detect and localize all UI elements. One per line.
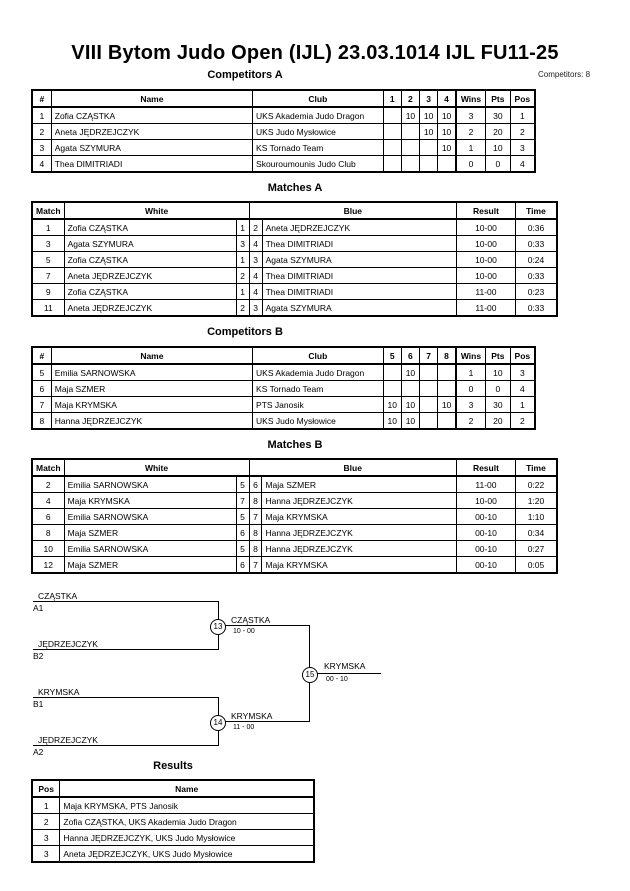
table-cell: 11-00 (456, 476, 515, 493)
table-cell: 2 (236, 300, 249, 317)
matches-a-table (31, 201, 558, 317)
table-cell: 4 (249, 236, 262, 252)
table-cell: 3 (32, 140, 51, 156)
table-row (32, 397, 535, 413)
table-cell: 4 (32, 156, 51, 173)
table-cell: 5 (236, 476, 249, 493)
table-cell: 6 (236, 525, 249, 541)
table-cell: KS Tornado Team (253, 140, 384, 156)
table-cell: Agata SZYMURA (262, 252, 456, 268)
table-cell: Maja SZMER (262, 476, 456, 493)
bracket-line (33, 601, 219, 602)
table-cell: 00-10 (456, 509, 515, 525)
table-cell: KS Tornado Team (253, 381, 384, 397)
table-cell: 2 (510, 124, 535, 140)
table-cell: 6 (32, 381, 51, 397)
table-cell: 4 (249, 284, 262, 300)
competitors-a-heading: Competitors A (207, 69, 283, 81)
table-cell: 6 (236, 557, 249, 574)
table-row (32, 236, 557, 252)
table-cell: 10 (401, 107, 419, 124)
table-row (32, 124, 535, 140)
table-cell: Hanna JĘDRZEJCZYK (262, 525, 456, 541)
bracket-sf1-score: 10 - 00 (233, 628, 255, 635)
bracket-sf1-winner: CZĄSTKA (231, 615, 271, 625)
table-cell: Emilia SARNOWSKA (64, 509, 236, 525)
table-cell: Aneta JĘDRZEJCZYK (64, 300, 236, 317)
table-cell: 4 (249, 268, 262, 284)
table-row (32, 284, 557, 300)
column-header: Blue (249, 459, 456, 476)
table-cell: 1 (236, 219, 249, 236)
table-cell: Zofia CZĄSTKA (64, 252, 236, 268)
table-cell: 1 (32, 107, 51, 124)
bracket-final-match-number: 15 (302, 667, 318, 683)
table-cell: 10-00 (456, 493, 515, 509)
table-cell: 0 (486, 381, 511, 397)
table-cell: Aneta JĘDRZEJCZYK (64, 268, 236, 284)
bracket-sf1-bottom-seed: B2 (33, 651, 44, 661)
table-cell: 00-10 (456, 557, 515, 574)
table-cell: 6 (249, 476, 262, 493)
table-cell (438, 364, 456, 381)
table-cell (383, 107, 401, 124)
table-cell: 4 (32, 493, 64, 509)
table-cell: 5 (236, 509, 249, 525)
table-cell (401, 156, 419, 173)
table-cell (420, 413, 438, 430)
table-cell: 3 (456, 107, 486, 124)
matches-b-heading: Matches B (267, 439, 323, 451)
table-cell: 7 (32, 397, 51, 413)
table-cell: 5 (236, 541, 249, 557)
table-cell: 1 (456, 140, 486, 156)
table-cell: Maja KRYMSKA (262, 557, 456, 574)
column-header: White (64, 202, 249, 219)
column-header: Pos (510, 347, 535, 364)
competitors-a-table (31, 89, 536, 173)
table-row (32, 814, 314, 830)
table-cell: Maja SZMER (51, 381, 252, 397)
table-cell: 3 (249, 300, 262, 317)
table-cell: 2 (456, 413, 486, 430)
results-table (31, 779, 315, 863)
table-row (32, 219, 557, 236)
bracket-sf2-bottom-seed: A2 (33, 747, 44, 757)
table-cell: 10 (438, 124, 456, 140)
table-cell: 11-00 (456, 284, 515, 300)
table-cell: 3 (510, 364, 535, 381)
table-cell: 11 (32, 300, 64, 317)
column-header: Match (32, 202, 64, 219)
table-cell (438, 381, 456, 397)
table-cell: Emilia SARNOWSKA (64, 541, 236, 557)
table-cell: Maja SZMER (64, 525, 236, 541)
table-cell: Aneta JĘDRZEJCZYK, UKS Judo Mysłowice (60, 846, 314, 863)
column-header: Pos (510, 90, 535, 107)
column-header: Pts (486, 347, 511, 364)
column-header: Pts (486, 90, 511, 107)
column-header: Result (456, 459, 515, 476)
table-cell: 0 (456, 381, 486, 397)
table-cell: 3 (456, 397, 486, 413)
table-cell: Zofia CZĄSTKA, UKS Akademia Judo Dragon (60, 814, 314, 830)
column-header: 5 (383, 347, 401, 364)
table-cell: 7 (249, 509, 262, 525)
bracket-line (33, 697, 219, 698)
table-cell: Skouroumounis Judo Club (253, 156, 384, 173)
table-cell: 10 (420, 124, 438, 140)
table-cell: 0 (486, 156, 511, 173)
bracket-sf2-bottom-name: JĘDRZEJCZYK (38, 735, 98, 745)
table-cell: 10 (32, 541, 64, 557)
table-cell: 3 (32, 236, 64, 252)
column-header: Wins (456, 90, 486, 107)
table-row (32, 476, 557, 493)
table-cell: 8 (249, 525, 262, 541)
table-row (32, 381, 535, 397)
table-cell: UKS Judo Mysłowice (253, 124, 384, 140)
table-row (32, 509, 557, 525)
table-cell (383, 364, 401, 381)
table-cell: 10 (401, 413, 419, 430)
table-cell: 0:33 (515, 236, 557, 252)
table-cell: 0:34 (515, 525, 557, 541)
column-header: Name (51, 347, 252, 364)
column-header: White (64, 459, 249, 476)
table-cell: 8 (249, 541, 262, 557)
table-cell: UKS Judo Mysłowice (253, 413, 384, 430)
table-cell: 8 (32, 413, 51, 430)
table-cell (401, 381, 419, 397)
table-cell: 1:20 (515, 493, 557, 509)
page-title: VIII Bytom Judo Open (IJL) 23.03.1014 IJL FU11-25 (71, 42, 559, 64)
table-cell: Agata SZYMURA (262, 300, 456, 317)
table-cell: 10 (420, 107, 438, 124)
column-header: 6 (401, 347, 419, 364)
table-cell: Thea DIMITRIADI (262, 268, 456, 284)
table-cell (438, 156, 456, 173)
table-cell: 10-00 (456, 268, 515, 284)
table-cell: 10 (401, 364, 419, 381)
table-cell (401, 140, 419, 156)
table-cell: 10-00 (456, 219, 515, 236)
table-cell: Thea DIMITRIADI (51, 156, 252, 173)
table-cell: 0:36 (515, 219, 557, 236)
column-header: 2 (401, 90, 419, 107)
column-header: Name (60, 780, 314, 797)
table-row (32, 413, 535, 430)
table-cell (420, 364, 438, 381)
table-cell: 7 (249, 557, 262, 574)
results-heading: Results (153, 760, 193, 772)
table-cell: 30 (486, 107, 511, 124)
table-cell: UKS Akademia Judo Dragon (253, 364, 384, 381)
bracket-sf2-top-name: KRYMSKA (38, 687, 80, 697)
table-row (32, 830, 314, 846)
table-cell: 0:05 (515, 557, 557, 574)
table-row (32, 541, 557, 557)
table-row (32, 107, 535, 124)
table-row (32, 300, 557, 317)
table-cell: 10 (486, 364, 511, 381)
column-header: # (32, 347, 51, 364)
table-cell: 0:23 (515, 284, 557, 300)
table-cell: 10 (438, 140, 456, 156)
table-cell: 10 (401, 397, 419, 413)
table-cell: Emilia SARNOWSKA (51, 364, 252, 381)
table-cell: 10-00 (456, 236, 515, 252)
table-row (32, 252, 557, 268)
table-cell: 3 (236, 236, 249, 252)
table-cell: 3 (249, 252, 262, 268)
column-header: 7 (420, 347, 438, 364)
bracket-line (309, 673, 381, 674)
bracket-line (33, 745, 219, 746)
table-cell: 10 (383, 413, 401, 430)
table-row (32, 140, 535, 156)
table-cell: UKS Akademia Judo Dragon (253, 107, 384, 124)
table-cell: Maja SZMER (64, 557, 236, 574)
table-row (32, 364, 535, 381)
table-cell: 1:10 (515, 509, 557, 525)
table-cell: 10-00 (456, 252, 515, 268)
table-cell (401, 124, 419, 140)
bracket-sf2-match-number: 14 (210, 715, 226, 731)
column-header: Name (51, 90, 252, 107)
table-cell: 1 (510, 107, 535, 124)
table-cell: 0:22 (515, 476, 557, 493)
bracket-sf1-match-number: 13 (210, 619, 226, 635)
table-cell: Hanna JĘDRZEJCZYK (51, 413, 252, 430)
table-cell: Maja KRYMSKA (51, 397, 252, 413)
table-cell (383, 140, 401, 156)
competitors-count: Competitors: 8 (538, 70, 591, 79)
table-cell: 20 (486, 413, 511, 430)
column-header: Wins (456, 347, 486, 364)
table-row (32, 846, 314, 863)
table-cell: Aneta JĘDRZEJCZYK (262, 219, 456, 236)
bracket-line (218, 625, 310, 626)
table-cell: 10 (486, 140, 511, 156)
column-header: Time (515, 459, 557, 476)
table-cell: 5 (32, 252, 64, 268)
bracket-sf2-winner: KRYMSKA (231, 711, 273, 721)
table-cell: 7 (32, 268, 64, 284)
bracket-sf1-bottom-name: JĘDRZEJCZYK (38, 639, 98, 649)
table-cell: 3 (32, 846, 60, 863)
table-cell: Hanna JĘDRZEJCZYK, UKS Judo Mysłowice (60, 830, 314, 846)
column-header: Club (253, 90, 384, 107)
table-cell: 1 (456, 364, 486, 381)
bracket-final-score: 00 - 10 (326, 676, 348, 683)
table-cell: 1 (32, 797, 60, 814)
table-cell: 0:33 (515, 300, 557, 317)
matches-a-heading: Matches A (267, 182, 323, 194)
table-cell: 9 (32, 284, 64, 300)
table-cell: PTS Janosik (253, 397, 384, 413)
bracket-line (218, 721, 310, 722)
table-cell: 2 (456, 124, 486, 140)
table-cell: Zofia CZĄSTKA (64, 219, 236, 236)
table-cell: 0 (456, 156, 486, 173)
table-cell: 3 (510, 140, 535, 156)
table-cell: Thea DIMITRIADI (262, 236, 456, 252)
table-cell: 2 (32, 124, 51, 140)
table-cell: 4 (510, 381, 535, 397)
table-cell: Zofia CZĄSTKA (64, 284, 236, 300)
table-row (32, 268, 557, 284)
table-cell (383, 381, 401, 397)
table-cell: 11-00 (456, 300, 515, 317)
table-row (32, 156, 535, 173)
table-cell: Emilia SARNOWSKA (64, 476, 236, 493)
table-cell: 10 (438, 397, 456, 413)
table-cell: 5 (32, 364, 51, 381)
table-cell: Agata SZYMURA (64, 236, 236, 252)
table-cell: 3 (32, 830, 60, 846)
table-cell (420, 397, 438, 413)
table-cell (420, 381, 438, 397)
table-cell: Aneta JĘDRZEJCZYK (51, 124, 252, 140)
table-cell: 00-10 (456, 541, 515, 557)
column-header: Blue (249, 202, 456, 219)
column-header: 4 (438, 90, 456, 107)
bracket-sf2-top-seed: B1 (33, 699, 44, 709)
bracket-sf1-top-seed: A1 (33, 603, 44, 613)
column-header: 8 (438, 347, 456, 364)
competitors-b-heading: Competitors B (207, 326, 283, 338)
bracket-line (33, 649, 219, 650)
table-cell: 0:33 (515, 268, 557, 284)
table-cell: 1 (236, 252, 249, 268)
table-cell: 2 (32, 476, 64, 493)
table-cell: 2 (32, 814, 60, 830)
table-cell: Maja KRYMSKA (64, 493, 236, 509)
table-cell: Thea DIMITRIADI (262, 284, 456, 300)
table-cell (383, 124, 401, 140)
bracket-final-winner: KRYMSKA (324, 661, 366, 671)
table-cell: 1 (236, 284, 249, 300)
table-cell (383, 156, 401, 173)
table-cell: Agata SZYMURA (51, 140, 252, 156)
table-cell: 4 (510, 156, 535, 173)
bracket-sf2-score: 11 - 00 (233, 724, 255, 731)
table-cell: 8 (249, 493, 262, 509)
table-cell: 2 (510, 413, 535, 430)
competitors-b-table (31, 346, 536, 430)
table-cell: 12 (32, 557, 64, 574)
table-cell: 8 (32, 525, 64, 541)
table-cell: Hanna JĘDRZEJCZYK (262, 493, 456, 509)
column-header: Result (456, 202, 515, 219)
table-cell: 0:24 (515, 252, 557, 268)
bracket-sf1-top-name: CZĄSTKA (38, 591, 78, 601)
column-header: 1 (383, 90, 401, 107)
table-cell: 2 (249, 219, 262, 236)
table-row (32, 797, 314, 814)
table-cell: 30 (486, 397, 511, 413)
column-header: # (32, 90, 51, 107)
table-cell: 10 (438, 107, 456, 124)
table-row (32, 525, 557, 541)
table-cell: Maja KRYMSKA, PTS Janosik (60, 797, 314, 814)
table-cell: Maja KRYMSKA (262, 509, 456, 525)
table-row (32, 557, 557, 574)
table-cell: 1 (32, 219, 64, 236)
column-header: Pos (32, 780, 60, 797)
column-header: Match (32, 459, 64, 476)
column-header: Club (253, 347, 384, 364)
table-cell: 00-10 (456, 525, 515, 541)
table-cell: 2 (236, 268, 249, 284)
table-cell: Hanna JĘDRZEJCZYK (262, 541, 456, 557)
table-cell: 10 (383, 397, 401, 413)
column-header: 3 (420, 90, 438, 107)
table-cell: 0:27 (515, 541, 557, 557)
table-cell (420, 140, 438, 156)
table-cell (420, 156, 438, 173)
column-header: Time (515, 202, 557, 219)
table-cell (438, 413, 456, 430)
matches-b-table (31, 458, 558, 574)
table-cell: Zofia CZĄSTKA (51, 107, 252, 124)
table-cell: 1 (510, 397, 535, 413)
table-cell: 6 (32, 509, 64, 525)
table-row (32, 493, 557, 509)
table-cell: 20 (486, 124, 511, 140)
table-cell: 7 (236, 493, 249, 509)
